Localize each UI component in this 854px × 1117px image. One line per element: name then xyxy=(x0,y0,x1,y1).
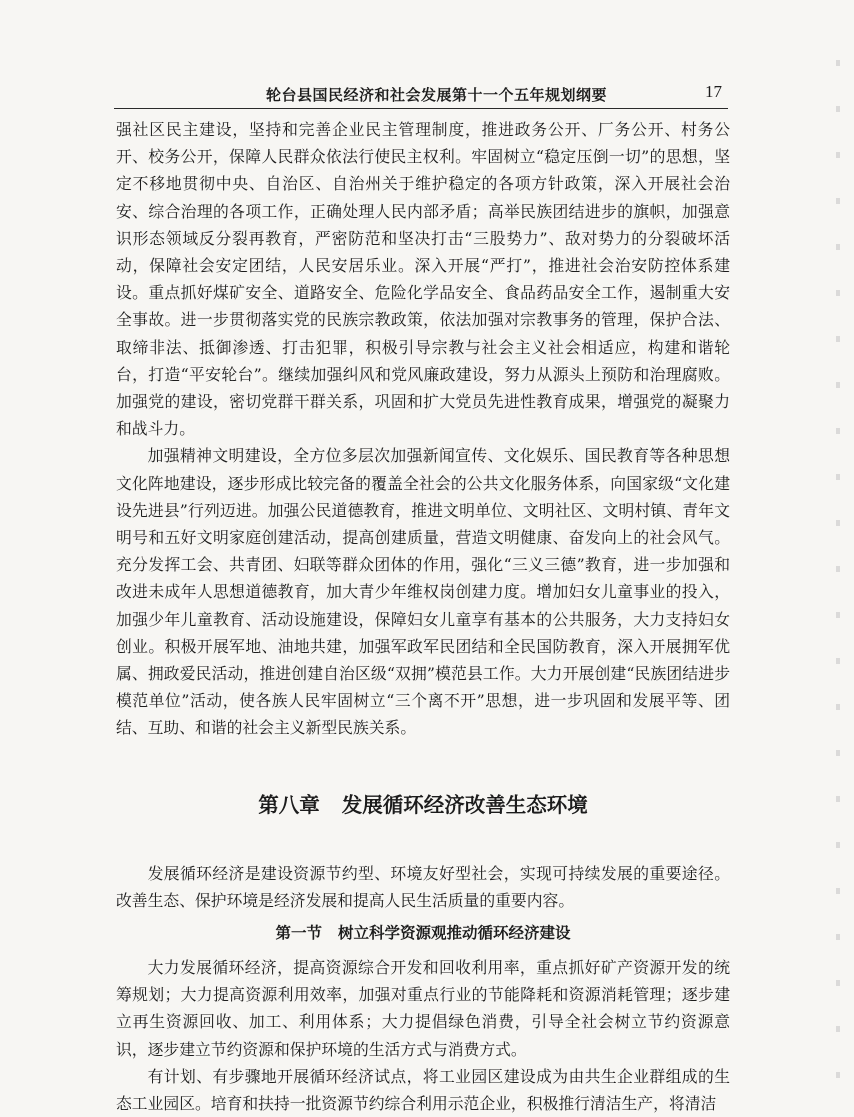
running-head: 轮台县国民经济和社会发展第十一个五年规划纲要 xyxy=(266,86,608,104)
section-title: 树立科学资源观推动循环经济建设 xyxy=(338,924,571,943)
scan-edge-marks xyxy=(836,20,840,1080)
chapter-number: 第八章 xyxy=(258,792,320,817)
paragraph: 加强精神文明建设，全方位多层次加强新闻宣传、文化娱乐、国民教育等各种思想文化阵地建设，逐步形成比较完备的覆盖全社会的公共文化服务体系，向国家级“文化建设先进县”行列迈进。加强公民道德教育，推进文明单位、文明社区、文明村镇、青年文明号和五好文明家庭创建活动，提高创建质量，营造文明健康、奋发向上的社会风气。充分发挥工会、共青团、妇联等群众团体的作用，强化“三义三德”教育，进一步加强和改进未成年人思想道德教育，加大青少年维权岗创建力度。增加妇女儿童事业的投入，加强少年儿童教育、活动设施建设，保障妇女儿童享有基本的公共服务，大力支持妇女创业。积极开展军地、油地共建，加强军政军民团结和全民国防教育，深入开展拥军优属、拥政爱民活动，推进创建自治区级“双拥”模范县工作。大力开展创建“民族团结进步模范单位”活动，使各族人民牢固树立“三个离不开”思想，进一步巩固和发展平等、团结、互助、和谐的社会主义新型民族关系。 xyxy=(116,446,730,738)
chapter-title: 发展循环经济改善生态环境 xyxy=(341,792,588,817)
paragraph-continued: 强社区民主建设，坚持和完善企业民主管理制度，推进政务公开、厂务公开、村务公开、校务公开，保障人民群众依法行使民主权利。牢固树立“稳定压倒一切”的思想，坚定不移地贯彻中央、自治区、自治州关于维护稳定的各项方针政策，深入开展社会治安、综合治理的各项工作，正确处理人民内部矛盾；高举民族团结进步的旗帜，加强意识形态领域反分裂再教育，严密防范和坚决打击“三股势力”、敌对势力的分裂破坏活动，保障社会安定团结，人民安居乐业。深入开展“严打”，推进社会治安防控体系建设。重点抓好煤矿安全、道路安全、危险化学品安全、食品药品安全工作，遏制重大安全事故。进一步贯彻落实党的民族宗教政策，依法加强对宗教事务的管理，保护合法、取缔非法、抵御渗透、打击犯罪，积极引导宗教与社会主义社会相适应，构建和谐轮台，打造“平安轮台”。继续加强纠风和党风廉政建设，努力从源头上预防和治理腐败。加强党的建设，密切党群干群关系，巩固和扩大党员先进性教育成果，增强党的凝聚力和战斗力。 xyxy=(116,120,730,439)
page-number: 17 xyxy=(705,82,722,101)
chapter-intro-paragraph: 发展循环经济是建设资源节约型、环境友好型社会，实现可持续发展的重要途径。改善生态、保护环境是经济发展和提高人民生活质量的重要内容。 xyxy=(116,863,730,910)
paragraph: 有计划、有步骤地开展循环经济试点，将工业园区建设成为由共生企业群组成的生态工业园区。培育和扶持一批资源节约综合利用示范企业，积极推行清洁生产，将清洁 xyxy=(116,1066,730,1114)
page-body xyxy=(116,116,730,1117)
section-heading xyxy=(116,918,730,948)
paragraph: 大力发展循环经济，提高资源综合开发和回收利用率，重点抓好矿产资源开发的统筹规划；大力提高资源利用效率，加强对重点行业的节能降耗和资源消耗管理；逐步建立再生资源回收、加工、利用体系；大力提倡绿色消费，引导全社会树立节约资源意识，逐步建立节约资源和保护环境的生活方式与消费方式。 xyxy=(116,958,730,1059)
page-header xyxy=(114,78,728,109)
chapter-heading xyxy=(116,790,730,820)
section-number: 第一节 xyxy=(275,924,322,943)
